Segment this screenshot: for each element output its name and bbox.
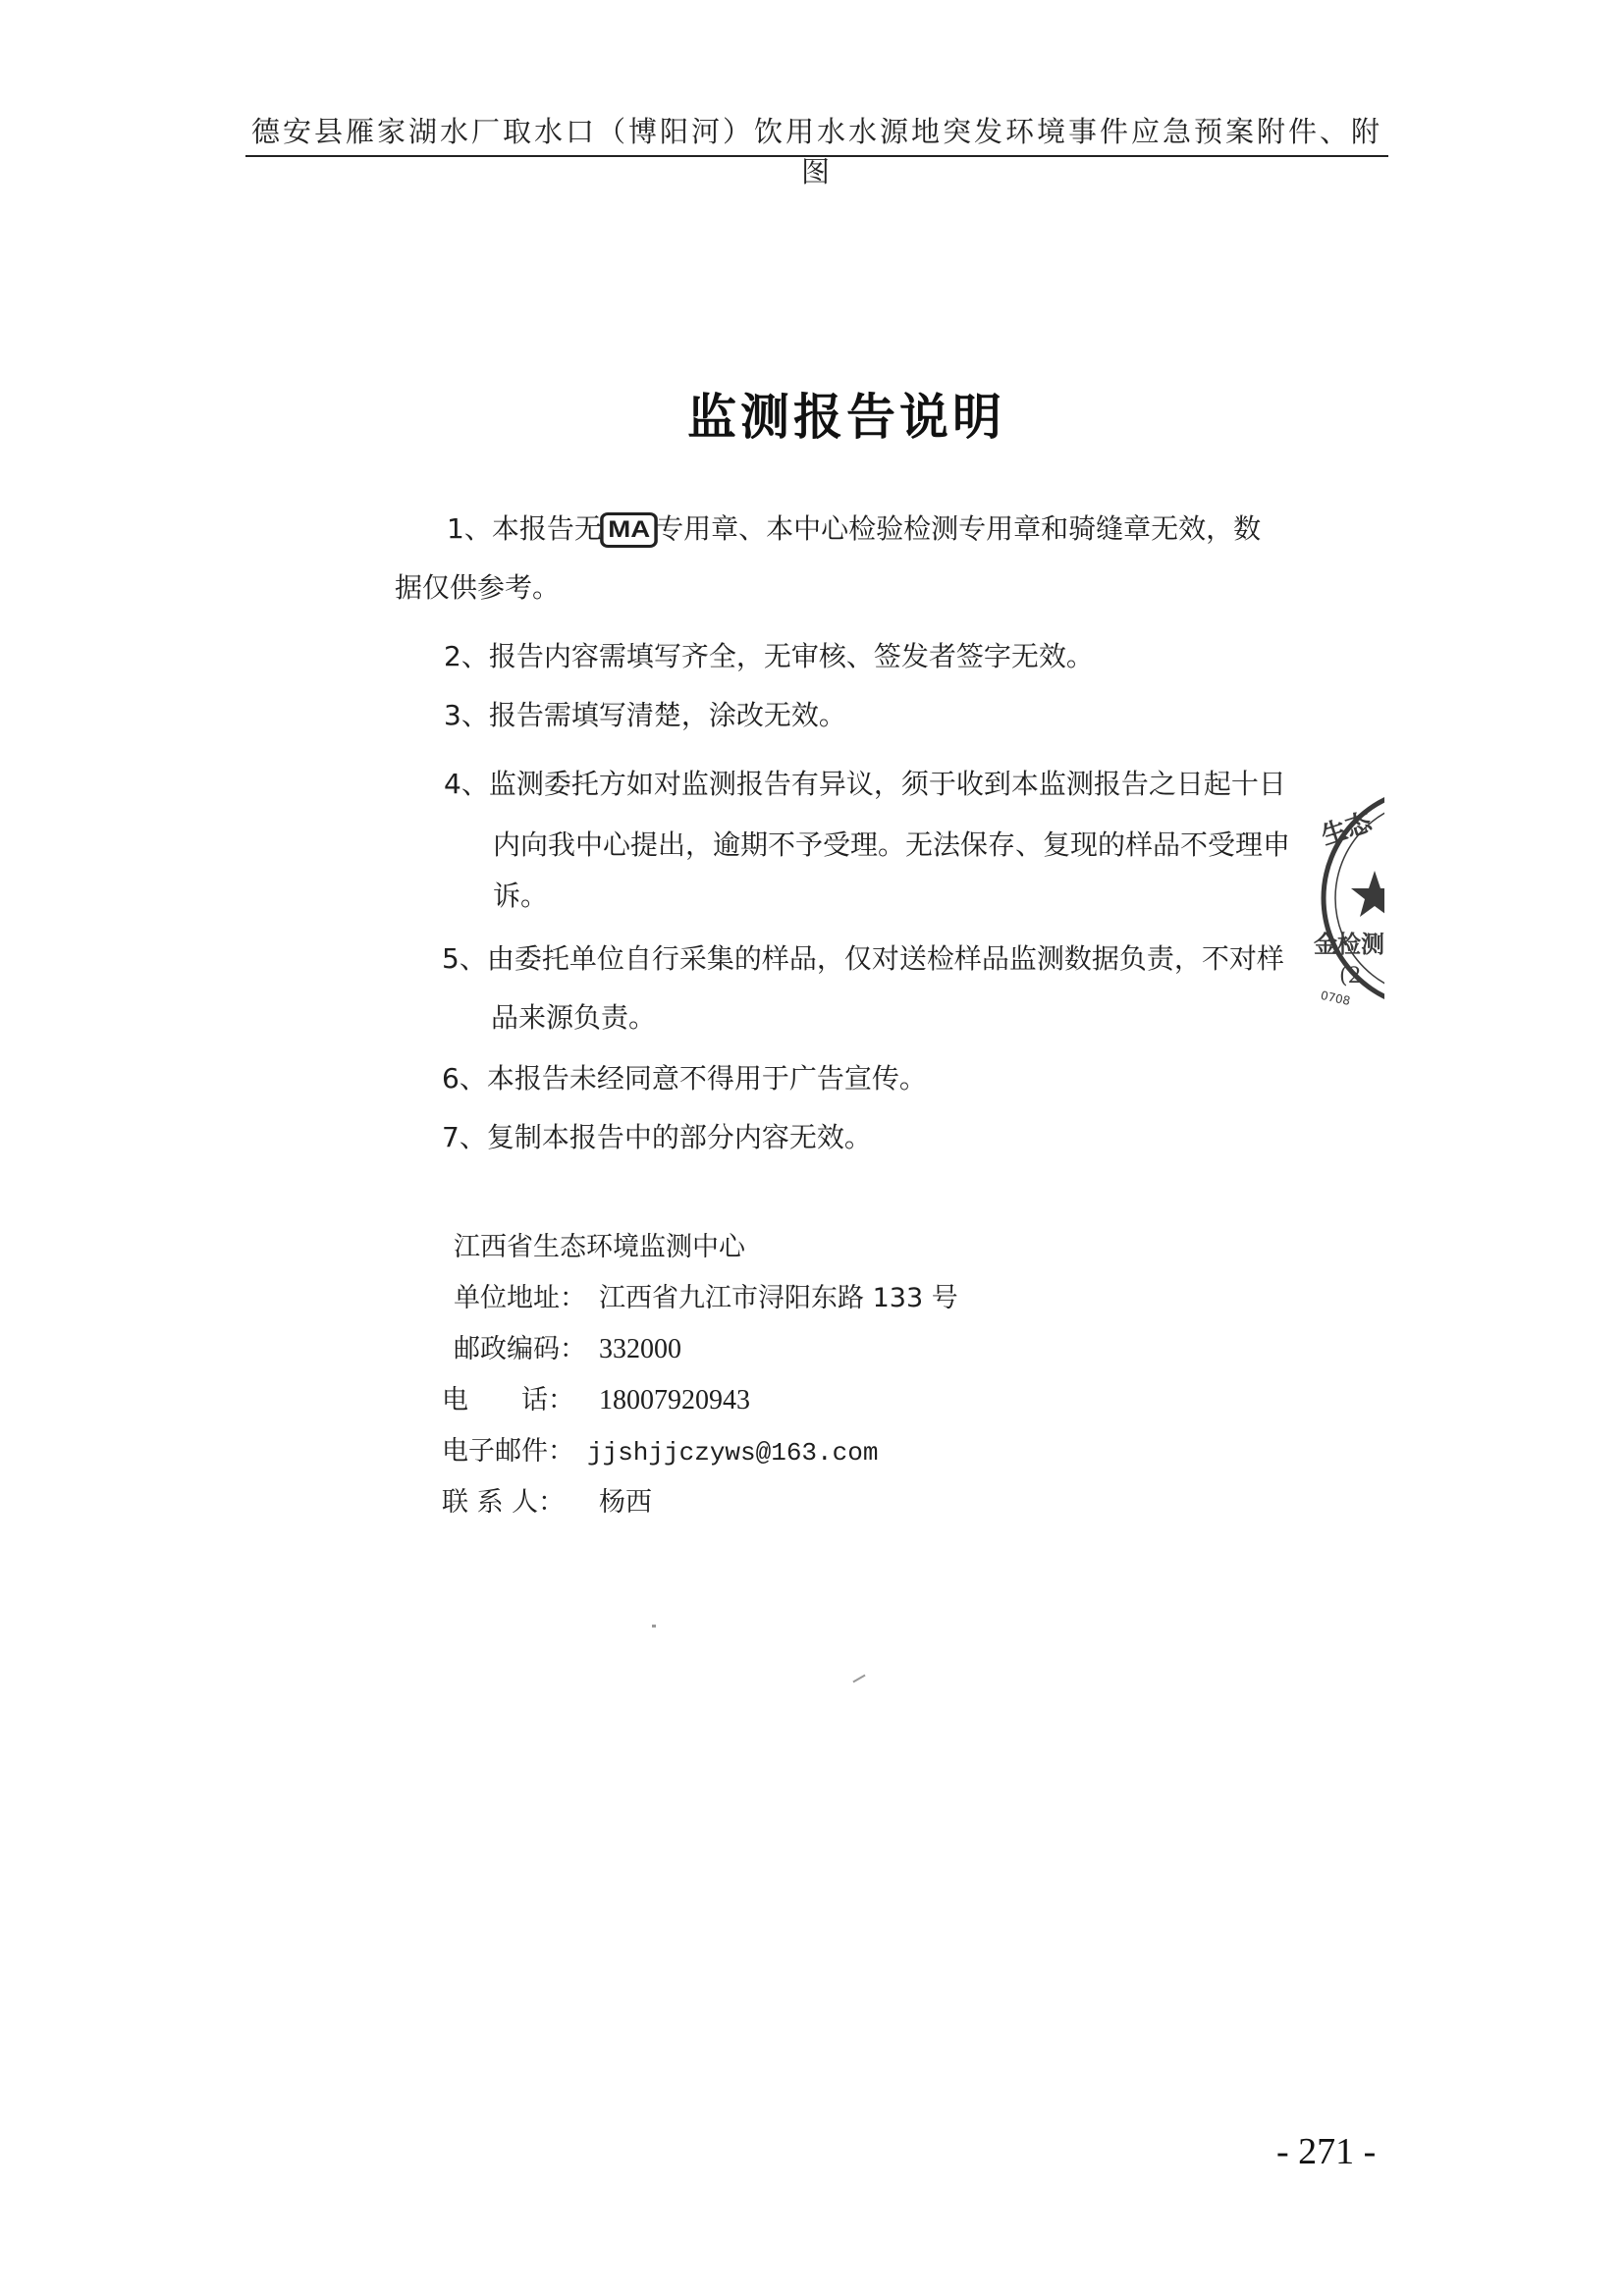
document-title: 监测报告说明 (687, 389, 1005, 446)
contact-block (442, 1225, 958, 1531)
cma-mark-icon: MA (600, 512, 658, 548)
seal-text-top: 生态 (1318, 807, 1376, 852)
postcode-value: 332000 (599, 1334, 681, 1364)
phone-value: 18007920943 (599, 1385, 750, 1415)
seal-star-icon (1351, 871, 1384, 917)
address-label: 单位地址： (454, 1283, 586, 1313)
clause-7 (442, 1121, 872, 1154)
phone-row (442, 1378, 958, 1429)
postcode-label: 邮政编码： (454, 1334, 586, 1364)
clause-number: 2、 (444, 640, 489, 672)
address-row (454, 1276, 958, 1327)
clause-number: 3、 (444, 699, 489, 731)
email-label: 电子邮件： (442, 1436, 574, 1467)
partial-seal-stamp (1306, 780, 1384, 1016)
clause-text: 专用章、本中心检验检测专用章和骑缝章无效，数 (656, 512, 1262, 545)
seal-text-bottom: (2 (1339, 964, 1362, 988)
clause-number: 4、 (444, 768, 489, 800)
clause-2 (444, 640, 1094, 673)
seal-graphic (1306, 780, 1384, 1016)
email-row (442, 1429, 958, 1480)
postcode-row (454, 1327, 958, 1378)
running-header: 德安县雁家湖水厂取水口（博阳河）饮用水水源地突发环境事件应急预案附件、附图 (250, 115, 1382, 188)
clause-number: 5、 (442, 942, 487, 975)
clause-text: 本报告未经同意不得用于广告宣传。 (486, 1062, 927, 1095)
email-value: jjshjjczyws@163.com (587, 1438, 879, 1468)
phone-label: 电 话： (442, 1385, 574, 1415)
clause-6 (442, 1062, 927, 1095)
clause-1 (447, 512, 1261, 548)
organization-name: 江西省生态环境监测中心 (454, 1232, 745, 1262)
contact-person-value: 杨西 (599, 1487, 652, 1518)
clause-text: 报告内容需填写齐全，无审核、签发者签字无效。 (488, 640, 1094, 672)
clause-1-continuation: 据仅供参考。 (395, 571, 561, 604)
clause-text: 由委托单位自行采集的样品，仅对送检样品监测数据负责，不对样 (486, 942, 1284, 975)
clause-number: 7、 (442, 1121, 487, 1153)
seal-text-mid: 金检测 (1314, 931, 1384, 958)
clause-5 (442, 942, 1284, 976)
address-value: 江西省九江市浔阳东路 133 号 (599, 1283, 958, 1313)
clause-4 (444, 768, 1286, 801)
clause-4-continuation-2: 诉。 (493, 880, 549, 912)
seal-code: 0708 (1319, 988, 1352, 1008)
clause-text: 监测委托方如对监测报告有异议，须于收到本监测报告之日起十日 (488, 768, 1286, 800)
scan-speck (852, 1675, 865, 1683)
header-rule (245, 155, 1388, 157)
page-number: - 271 - (1276, 2131, 1377, 2172)
scan-speck (652, 1625, 656, 1628)
clause-text: 复制本报告中的部分内容无效。 (486, 1121, 872, 1153)
clause-text: 本报告无 (491, 512, 602, 545)
clause-number: 1、 (447, 512, 492, 545)
clause-4-continuation: 内向我中心提出，逾期不予受理。无法保存、复现的样品不受理申 (493, 828, 1291, 861)
clause-5-continuation: 品来源负责。 (491, 1001, 657, 1034)
contact-person-label: 联 系 人： (442, 1487, 566, 1518)
clause-3 (444, 699, 846, 732)
clause-number: 6、 (442, 1062, 487, 1095)
contact-person-row (442, 1480, 958, 1531)
clause-text: 报告需填写清楚，涂改无效。 (488, 699, 846, 731)
